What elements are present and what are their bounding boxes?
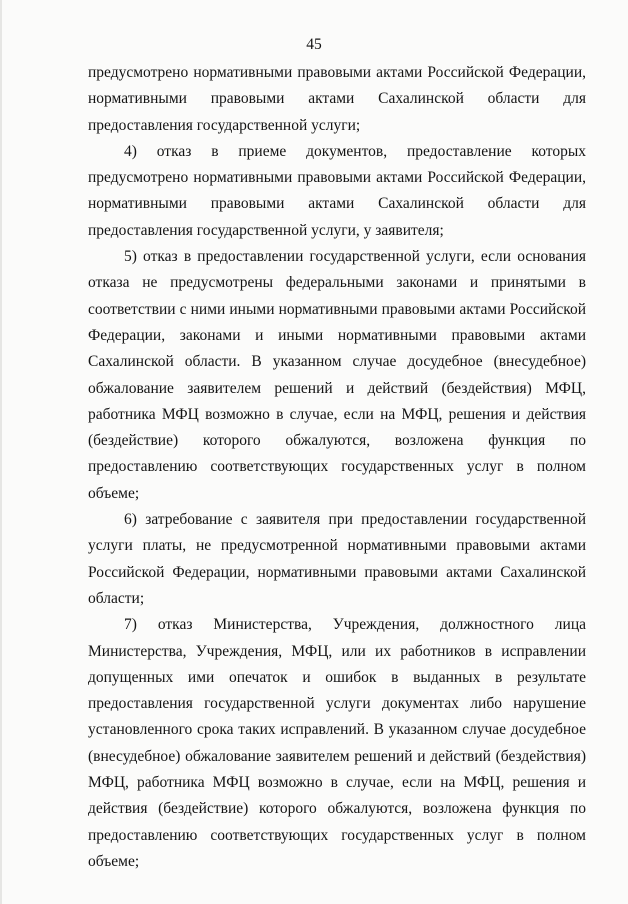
scan-edge bbox=[0, 0, 2, 904]
document-body bbox=[88, 60, 586, 875]
paragraph-continuation: предусмотрено нормативными правовыми актами Российской Федерации, нормативными правовыми актами Сахалинской области для предоставления государственной услуги; bbox=[88, 64, 586, 134]
paragraph-item-6: 6) затребование с заявителя при предоставлении государственной услуги платы, не предусмотренной нормативными правовыми актами Российской Федерации, нормативными правовыми актами Сахалинской области; bbox=[88, 511, 586, 607]
paragraph-item-7: 7) отказ Министерства, Учреждения, должностного лица Министерства, Учреждения, МФЦ, или их работников в исправлении допущенных ими опечаток и ошибок в выданных в результате предоставления государственной услуги документах либо нарушение установленного срока таких исправлений. В указанном случае досудебное (внесудебное) обжалование заявителем решений и действий (бездействия) МФЦ, работника МФЦ возможно в случае, если на МФЦ, решения и действия (бездействие) которого обжалуются, возложена функция по предоставлению соответствующих государственных услуг в полном объеме; bbox=[88, 616, 586, 870]
paragraph-item-4: 4) отказ в приеме документов, предоставление которых предусмотрено нормативными правовыми актами Российской Федерации, нормативными правовыми актами Сахалинской области для предоставления государственной услуги, у заявителя; bbox=[88, 142, 586, 239]
page-number: 45 bbox=[306, 36, 322, 53]
paragraph-item-5: 5) отказ в предоставлении государственной услуги, если основания отказа не предусмотрены федеральными законами и принятыми в соответствии с ними иными нормативными правовыми актами Российской Федерации, законами и иными нормативными правовыми актами Сахалинской области. В указанном случае досудебное (внесудебное) обжалование заявителем решений и действий (бездействия) МФЦ, работника МФЦ возможно в случае, если на МФЦ, решения и действия (бездействие) которого обжалуются, возложена функция по предоставлению соответствующих государственных услуг в полном объеме; bbox=[88, 248, 586, 502]
